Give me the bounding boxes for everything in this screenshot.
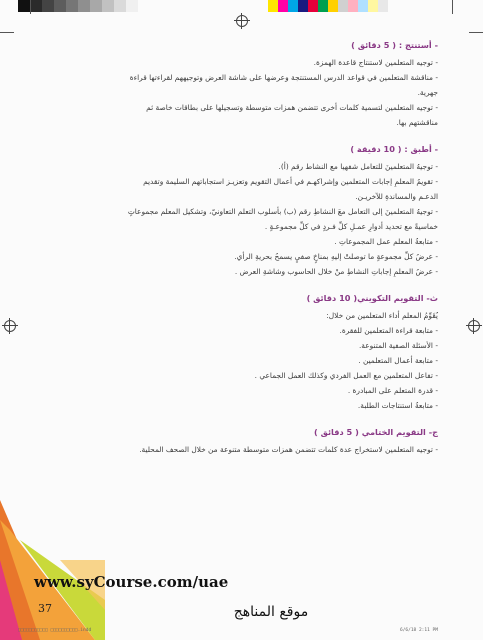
color-bar [268, 0, 388, 12]
registration-mark-icon [236, 15, 248, 27]
file-slug: □□□□□□□□□□□ □□□□□□□□□□.indd [18, 628, 92, 633]
text-line: يُقَوِّمُ المعلم أداء المتعلمين من خلال: [326, 311, 438, 320]
text-line: - توجيه المتعلمين لاستنتاج قاعدة الهمزة. [313, 58, 438, 67]
text-line: - متابعة قراءة المتعلمين للفقرة. [339, 326, 438, 335]
section-conclude [30, 40, 438, 130]
text-line: - توجيهُ المتعلمينَ إلى التعامل معَ النشاطِ رقم (ب) بأسلوب التعلم التعاونيّ، وتشكيل المعلم مجموعاتٍ [127, 207, 438, 216]
print-timestamp: 6/6/18 2:11 PM [400, 628, 438, 633]
section-heading: - أطبق : ( 10 دقيقة ) [350, 144, 438, 154]
section-formative-assessment [30, 293, 438, 413]
crop-mark [452, 0, 453, 14]
text-line: - قدرة المتعلم على المبادرة . [347, 386, 438, 395]
text-line: - عرضُ كلِّ مجموعةٍ ما توصلتْ إليهِ بمناخٍ صفيٍ يسمحُ بحريةِ الرأي. [234, 252, 438, 261]
text-line: - متابعةُ استنتاجات الطلبة. [357, 401, 438, 410]
text-line: - متابعة أعمال المتعلمين . [358, 356, 438, 365]
text-line: خماسيةً مع تحديد أدوارِ عمـلِ كلِّ فـردٍ في كلِّ مجموعـةٍ . [264, 222, 438, 231]
text-line: - تقويمُ المعلمِ إجابات المتعلمين وإشراكهـم في أعمال التقويم وتعزيـز استجاباتهم السليمة وتقديم [143, 177, 438, 186]
text-line: - توجيهُ المتعلمينَ للتعامل شفهيا مع النشاط رقم (أ). [278, 162, 438, 171]
website-watermark: www.syCourse.com/uae [34, 573, 229, 591]
text-line: - توجيه المتعلمين لتسمية كلمات أخرى تتضمن همزات متوسطة وتسجيلها على بطاقات خاصة ثم [146, 103, 438, 112]
section-heading: - أستنتج : ( 5 دقائق ) [351, 40, 438, 50]
registration-mark-icon [468, 320, 480, 332]
text-line: الدعـم والمساندةِ للآخريـن. [355, 192, 438, 201]
text-line: - مناقشة المتعلمين في قواعد الدرس المستنتجة وعرضها على شاشة العرض وتوجيههم لقراءتها قراءة [129, 73, 438, 82]
section-heading: ث- التقويم التكويني( 10 دقائق ) [306, 293, 438, 303]
page-number: 37 [38, 602, 52, 615]
section-apply [30, 144, 438, 279]
text-line: - توجيه المتعلمين لاستخراج عدة كلمات تتضمن همزات متوسطة متنوعة من خلال الصحف المحلية. [139, 445, 438, 454]
site-name-watermark: موقع المناهج [233, 604, 309, 620]
crop-mark [469, 32, 483, 33]
text-line: - الأسئلة الصفية المتنوعة. [358, 341, 438, 350]
lesson-content [30, 40, 438, 471]
text-line: - متابعةُ المعلم عمل المجموعاتِ . [334, 237, 438, 246]
text-line: مناقشتهم بها. [396, 118, 438, 127]
text-line: - عرضُ المعلمِ إجاباتِ النشاطِ منْ خلال الحاسوب وشاشةِ العرض . [234, 267, 438, 276]
section-heading: ج- التقويم الختامي ( 5 دقائق ) [314, 427, 438, 437]
text-line: جهرية. [417, 88, 438, 97]
text-line: - تفاعل المتعلمين مع العمل الفردي وكذلك العمل الجماعي . [254, 371, 438, 380]
section-summative-assessment [30, 427, 438, 457]
